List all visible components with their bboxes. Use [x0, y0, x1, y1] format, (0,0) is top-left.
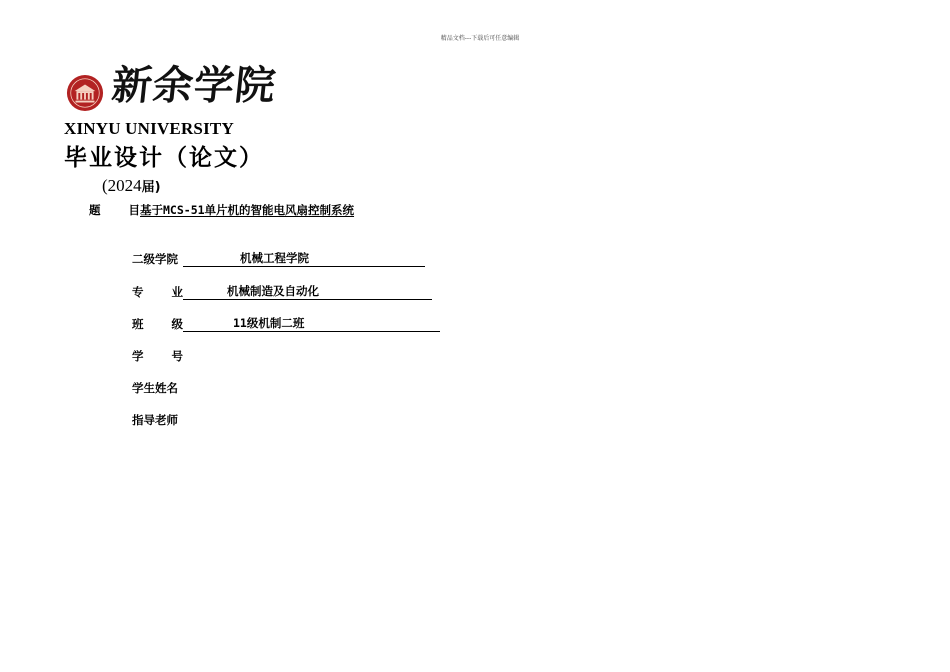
field-student-id-label: [132, 348, 183, 364]
university-name-en: XINYU UNIVERSITY: [64, 119, 234, 138]
graduation-year: [102, 175, 161, 199]
field-class-label-b: 级: [171, 317, 183, 331]
topic-label: [89, 202, 140, 218]
university-seal-icon: [66, 74, 104, 112]
topic-value: 基于MCS-51单片机的智能电风扇控制系统: [140, 203, 355, 217]
year-suffix: 届): [141, 180, 161, 195]
year-number: (2024: [102, 176, 142, 195]
field-major-label-b: 业: [171, 285, 183, 299]
field-college-value: 机械工程学院: [240, 251, 309, 265]
field-class-value: 11级机制二班: [233, 316, 305, 330]
field-major-label-a: 专: [132, 285, 144, 299]
topic-label-a: 题: [89, 203, 101, 217]
topic-label-b: 目: [128, 203, 140, 217]
header-note: 精品文档---下载后可任意编辑: [440, 35, 520, 42]
field-advisor-label: 指导老师: [132, 413, 178, 427]
field-major: [132, 284, 432, 300]
field-student-id: [132, 348, 183, 364]
field-student-name-label: 学生姓名: [132, 381, 178, 395]
field-advisor: [132, 412, 183, 428]
field-major-line: [183, 284, 432, 300]
field-class-line: [183, 316, 440, 332]
university-name-calligraphy: 新余学院: [109, 62, 279, 109]
field-class-label: [132, 316, 183, 332]
field-major-value: 机械制造及自动化: [227, 284, 319, 298]
topic-row: [89, 202, 354, 218]
field-student-name: [132, 380, 183, 396]
field-major-label: [132, 284, 183, 300]
field-college-line: [183, 251, 425, 267]
field-class: [132, 316, 440, 332]
field-college-label: 二级学院: [132, 252, 178, 266]
field-student-id-label-b: 号: [171, 349, 183, 363]
field-student-id-label-a: 学: [132, 349, 144, 363]
document-title: 毕业设计（论文）: [64, 145, 264, 171]
field-college: [132, 251, 425, 267]
field-class-label-a: 班: [132, 317, 144, 331]
